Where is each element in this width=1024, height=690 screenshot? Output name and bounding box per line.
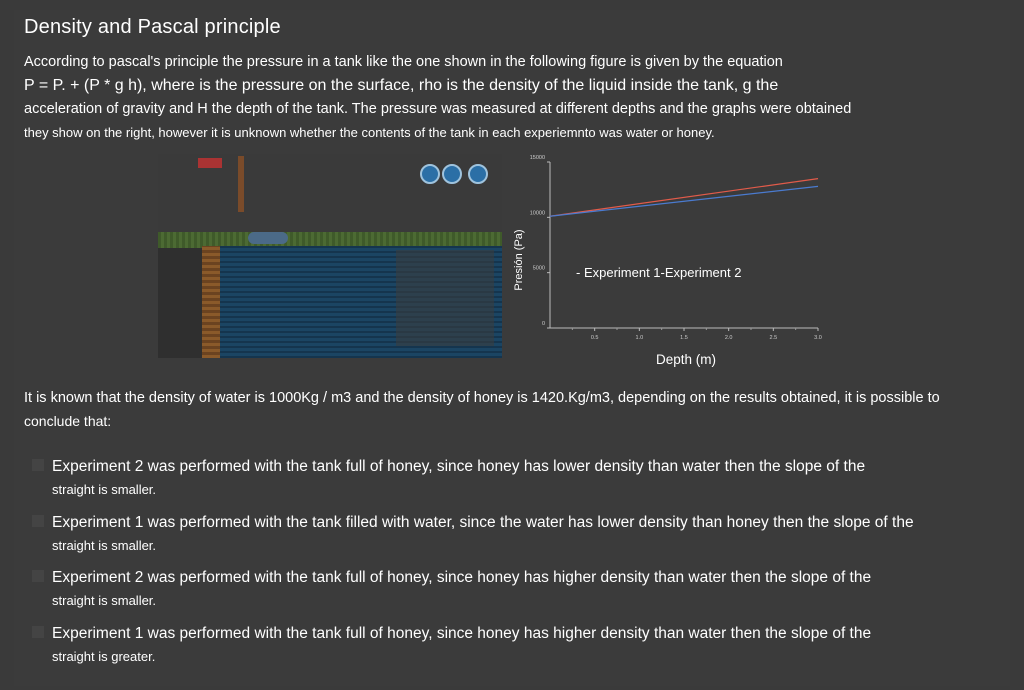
page-title: Density and Pascal principle — [24, 16, 281, 38]
answer-option-4[interactable] — [52, 622, 1002, 668]
y-axis-label: Presión (Pa) — [513, 229, 525, 291]
series-line-1 — [550, 179, 818, 217]
tank-simulation-image — [158, 154, 502, 358]
sim-gauge-icon — [420, 164, 440, 184]
known-paragraph — [24, 387, 992, 434]
intro-equation-line: P = P. + (P * g h), where is the pressure on the surface, rho is the density of the liquid inside the tank, g the — [24, 77, 779, 94]
radio-icon[interactable] — [32, 570, 44, 582]
y-tick-label: 0 — [541, 321, 545, 327]
answer-option-3[interactable] — [52, 566, 1002, 612]
y-tick-label: 5000 — [532, 265, 545, 272]
option-line: straight is smaller. — [52, 482, 157, 497]
x-axis-label: Depth (m) — [655, 352, 717, 367]
answer-option-1[interactable] — [52, 455, 1002, 501]
x-tick-label: 1.0 — [635, 335, 644, 341]
y-tick-label: 10000 — [529, 210, 545, 217]
sim-gauge-icon — [442, 164, 462, 184]
series-line-2 — [550, 186, 818, 216]
intro-line: they show on the right, however it is unknown whether the contents of the tank in each experiemnto was water or honey. — [24, 125, 715, 140]
option-line: Experiment 2 was performed with the tank full of honey, since honey has lower density than water then the slope of the — [52, 458, 866, 475]
radio-icon[interactable] — [32, 515, 44, 527]
option-line: straight is smaller. — [52, 593, 157, 608]
chart-gridlines — [550, 162, 818, 328]
pressure-depth-chart — [506, 150, 826, 370]
intro-paragraph — [24, 51, 992, 145]
option-line: straight is smaller. — [52, 538, 157, 553]
x-tick-label: 2.0 — [724, 335, 733, 341]
y-tick-label: 15000 — [529, 155, 545, 161]
known-line: conclude that: — [24, 413, 112, 429]
x-tick-label: 2.5 — [769, 335, 778, 341]
x-tick-label: 0.5 — [590, 335, 599, 341]
sim-control-panel — [396, 250, 494, 346]
answer-option-2[interactable] — [52, 511, 1002, 557]
sim-gauge-icon — [468, 164, 488, 184]
option-line: Experiment 1 was performed with the tank full of honey, since honey has higher density than water then the slope of the — [52, 625, 872, 642]
known-line: It is known that the density of water is 1000Kg / m3 and the density of honey is 1420.Kg/m3, depending on the results obtained, it is possible to — [24, 390, 940, 406]
chart-ticks — [530, 155, 822, 341]
chart-legend: - Experiment 1-Experiment 2 — [576, 265, 742, 280]
x-tick-label: 3.0 — [814, 335, 822, 341]
intro-line: acceleration of gravity and H the depth of the tank. The pressure was measured at different depths and the graphs were obtained — [24, 101, 852, 117]
sim-meter-icon — [248, 232, 288, 244]
sim-tool-icon — [198, 158, 222, 168]
sim-ruler — [202, 246, 220, 358]
option-line: Experiment 1 was performed with the tank filled with water, since the water has lower density than honey then the slope of the — [52, 514, 914, 531]
sim-pressure-probe — [238, 156, 244, 212]
radio-icon[interactable] — [32, 626, 44, 638]
option-line: Experiment 2 was performed with the tank full of honey, since honey has higher density than water then the slope of the — [52, 569, 872, 586]
chart-series — [550, 179, 818, 217]
option-line: straight is greater. — [52, 649, 156, 664]
x-tick-label: 1.5 — [680, 335, 688, 341]
intro-line: According to pascal's principle the pressure in a tank like the one shown in the following figure is given by the equation — [24, 54, 783, 70]
radio-icon[interactable] — [32, 459, 44, 471]
